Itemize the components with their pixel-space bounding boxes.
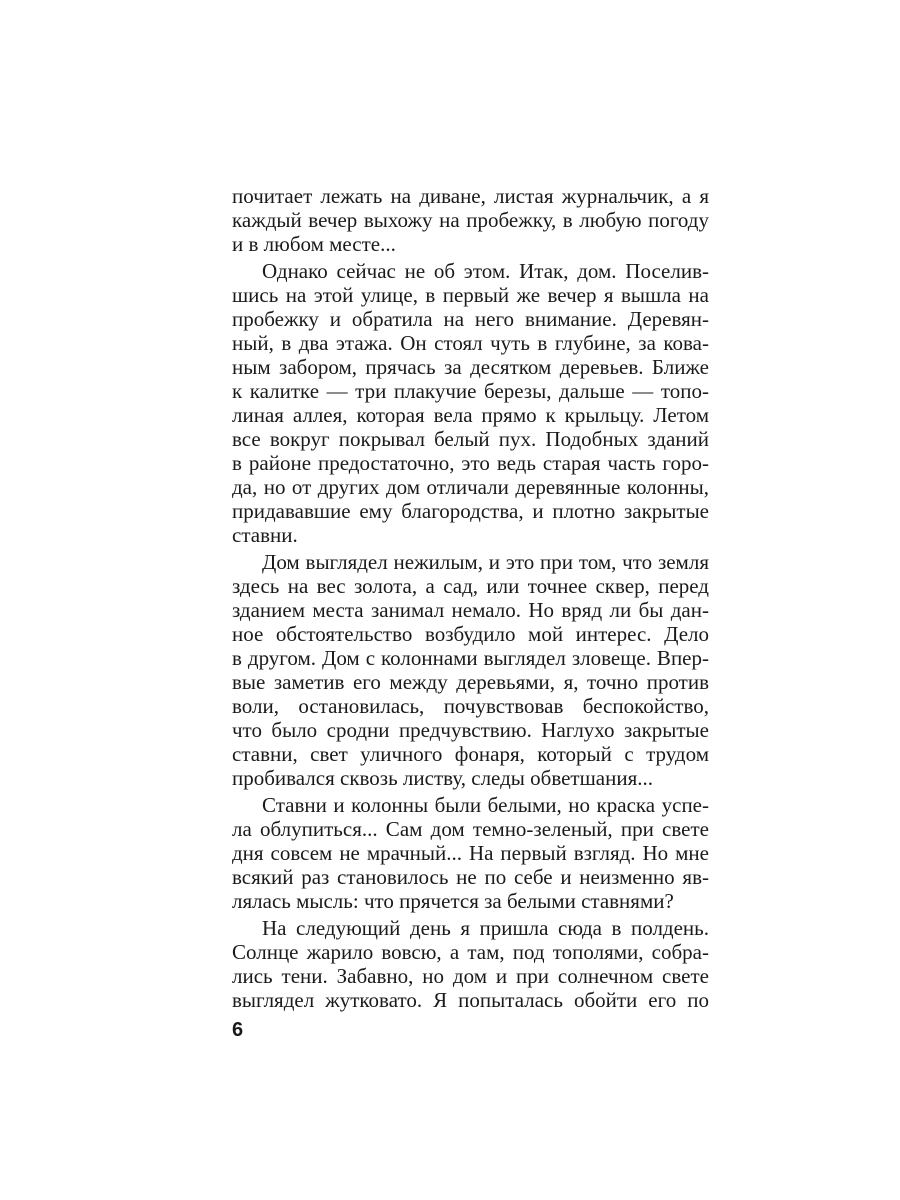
- text-line: ла облупиться... Сам дом темно-зеленый, при свете: [232, 817, 709, 841]
- text-line: ный, в два этажа. Он стоял чуть в глубине, за кова-: [232, 331, 709, 355]
- text-line: и в любом месте...: [232, 232, 396, 256]
- text-line: в районе предостаточно, это ведь старая часть горо-: [232, 451, 709, 475]
- text-line: придававшие ему благородства, и плотно закрытые: [232, 499, 709, 523]
- text-line: ным забором, прячась за десятком деревьев. Ближе: [232, 355, 709, 379]
- text-line: к калитке — три плакучие березы, дальше — топо-: [232, 379, 709, 403]
- text-line: линая аллея, которая вела прямо к крыльцу. Летом: [232, 403, 709, 427]
- text-line: почитает лежать на диване, листая журнальчик, а я: [232, 184, 709, 208]
- text-line: каждый вечер выхожу на пробежку, в любую погоду: [232, 208, 709, 232]
- text-line: пробивался сквозь листву, следы обветшания...: [232, 766, 653, 790]
- text-line: все вокруг покрывал белый пух. Подобных зданий: [232, 427, 709, 451]
- text-line: дня совсем не мрачный... На первый взгляд. Но мне: [232, 841, 709, 865]
- text-line: выглядел жутковато. Я попыталась обойти его по: [232, 988, 709, 1012]
- text-line: лись тени. Забавно, но дом и при солнечном свете: [232, 964, 709, 988]
- text-line: Ставни и колонны были белыми, но краска успе-: [262, 793, 709, 817]
- text-line: что было сродни предчувствию. Наглухо закрытые: [232, 718, 709, 742]
- text-line: да, но от других дом отличали деревянные колонны,: [232, 475, 709, 499]
- text-line: в другом. Дом с колоннами выглядел зловеще. Впер-: [232, 646, 709, 670]
- text-line: шись на этой улице, в первый же вечер я вышла на: [232, 283, 709, 307]
- text-line: Однако сейчас не об этом. Итак, дом. Поселив-: [262, 259, 709, 283]
- text-line: вые заметив его между деревьями, я, точно против: [232, 670, 709, 694]
- page-number: 6: [232, 1019, 244, 1041]
- text-line: Солнце жарило вовсю, а там, под тополями, собра-: [232, 940, 709, 964]
- text-line: ставни.: [232, 523, 298, 547]
- text-line: ставни, свет уличного фонаря, который с трудом: [232, 742, 709, 766]
- text-line: Дом выглядел нежилым, и это при том, что земля: [262, 550, 709, 574]
- text-line: лялась мысль: что прячется за белыми ставнями?: [232, 889, 674, 913]
- text-line: воли, остановилась, почувствовав беспокойство,: [232, 694, 709, 718]
- text-line: На следующий день я пришла сюда в полдень.: [262, 916, 709, 940]
- text-line: зданием места занимал немало. Но вряд ли бы дан-: [232, 598, 709, 622]
- text-line: здесь на вес золота, а сад, или точнее сквер, перед: [232, 574, 709, 598]
- text-line: пробежку и обратила на него внимание. Деревян-: [232, 307, 709, 331]
- text-line: ное обстоятельство возбудило мой интерес. Дело: [232, 622, 709, 646]
- text-line: всякий раз становилось не по себе и неизменно яв-: [232, 865, 709, 889]
